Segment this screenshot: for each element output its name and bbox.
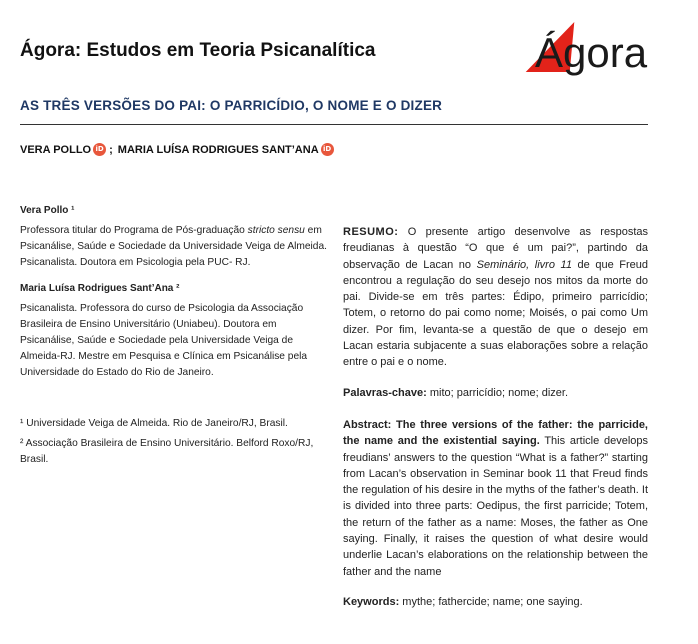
abstract-text: This article develops freudians’ answers to the question “What is a father?” starting from Lacan’s observation in Seminar book 11 that Freud finds the regulation of his desire in the myths of the father’s death. It is divided into three parts: Oedipus, the first parricide; Totem, the return of the father as a name: Moses, the father as One saying. Finally, it raises the question of what desire would underlie Lacan’s elaborations on the relationship between the father and the name: [343, 435, 649, 578]
affiliation-name: Vera Pollo ¹: [20, 205, 75, 216]
orcid-icon[interactable]: iD: [321, 143, 334, 156]
abstract-column: [343, 224, 648, 610]
footnote: ² Associação Brasileira de Ensino Universitário. Belford Roxo/RJ, Brasil.: [20, 438, 314, 465]
resumo-text: O presente artigo desenvolve as respostas freudianas à questão “O que é um pai?”, partindo da observação de Lacan no: [343, 226, 648, 271]
affiliation-bio: [20, 223, 330, 271]
journal-logo: [533, 22, 663, 82]
abstract-paragraph: [343, 417, 648, 580]
abstract-title: : The three versions of the father: the parricide, the name and the existential saying.: [343, 418, 648, 448]
keywords-text: mythe; fathercide; name; one saying.: [399, 595, 583, 608]
palavras-chave: [343, 385, 648, 401]
title-divider: [20, 124, 648, 125]
affiliation-bio: Psicanalista. Professora do curso de Psicologia da Associação Brasileira de Ensino Universitário (Uniabeu). Doutora em Psicanálise, Saúde e Sociedade pela Universidade Veiga de Almeida-RJ. Mestre em Pesquisa e Clínica em Psicanálise pela Universidade do Estado do Rio de Janeiro.: [20, 303, 308, 378]
abstract-label: Abstract: [343, 418, 388, 431]
journal-title: Ágora: Estudos em Teoria Psicanalítica: [20, 40, 376, 61]
palavras-chave-label: Palavras-chave:: [343, 386, 427, 399]
bio-text: em Psicanálise, Saúde e Sociedade da Universidade Veiga de Almeida. Psicanalista. Doutora em Psicologia pela PUC- RJ.: [20, 225, 327, 268]
resumo-paragraph: [343, 224, 648, 371]
resumo-label: RESUMO:: [343, 226, 399, 238]
palavras-chave-text: mito; parricídio; nome; dizer.: [426, 386, 569, 399]
author-name: VERA POLLO: [20, 143, 92, 156]
authors-line: [20, 143, 337, 156]
keywords: [343, 594, 648, 610]
bio-italic: stricto sensu: [247, 225, 305, 236]
author-affiliations: [20, 203, 330, 391]
author-name: MARIA LUÍSA RODRIGUES SANT’ANA: [117, 143, 319, 156]
affiliation-name: Maria Luísa Rodrigues Sant’Ana ²: [20, 283, 180, 294]
footnote: ¹ Universidade Veiga de Almeida. Rio de Janeiro/RJ, Brasil.: [20, 418, 288, 429]
bio-text: Professora titular do Programa de Pós-graduação: [20, 225, 248, 236]
orcid-icon[interactable]: iD: [93, 143, 106, 156]
logo-text: Ágora: [535, 29, 648, 76]
article-title: AS TRÊS VERSÕES DO PAI: O PARRICÍDIO, O NOME E O DIZER: [20, 98, 443, 113]
resumo-italic: Seminário, livro 11: [476, 258, 572, 271]
resumo-text: de que Freud encontrou a regulação do seu desejo nos mitos da morte do pai. Divide-se em três partes: Édipo, primeiro parricídio; Totem, o retorno do pai como nome; Moisés, o pai como Um dizer. Por fim, levanta-se a questão de que o desejo em Lacan estaria subjacente a suas elaborações sobre a relação entre o pai e o nome.: [343, 258, 649, 369]
author-separator: ;: [109, 143, 113, 156]
footnotes: [20, 416, 330, 472]
keywords-label: Keywords:: [343, 595, 400, 608]
